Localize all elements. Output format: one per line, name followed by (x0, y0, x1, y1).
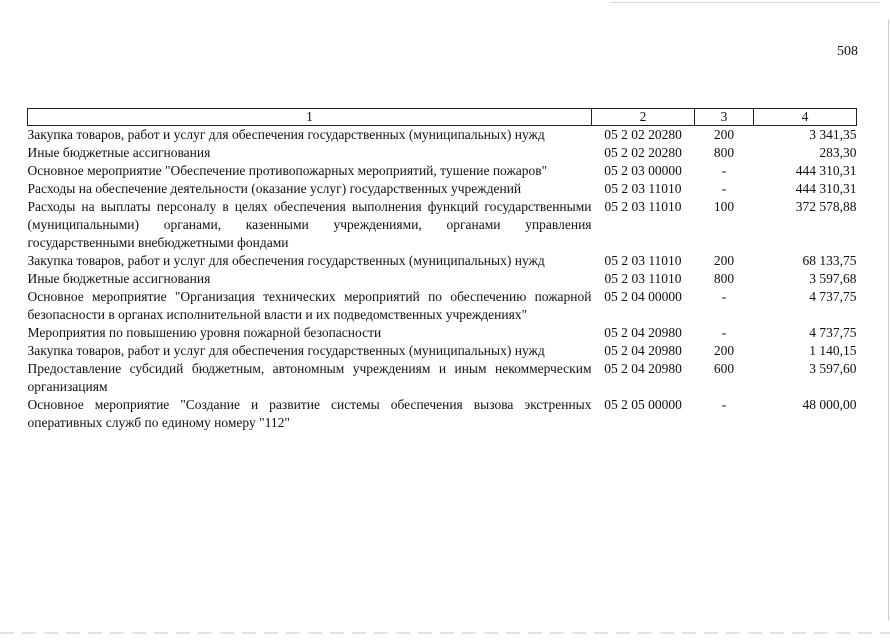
table-row (28, 396, 857, 432)
row-amount: 444 310,31 (795, 163, 857, 178)
row-name: Основное мероприятие "Обеспечение противопожарных мероприятий, тушение пожаров" (27, 163, 548, 178)
table-row (28, 270, 857, 288)
row-code: 05 2 03 00000 (604, 163, 682, 178)
row-amount: 3 341,35 (809, 127, 857, 142)
row-amount: 1 140,15 (809, 343, 857, 358)
row-code: 05 2 04 20980 (604, 325, 682, 340)
row-code: 05 2 04 20980 (604, 343, 682, 358)
row-amount: 68 133,75 (802, 253, 857, 268)
row-amount: 4 737,75 (809, 325, 857, 340)
row-name: Закупка товаров, работ и услуг для обеспечения государственных (муниципальных) нужд (27, 343, 545, 358)
row-name: Закупка товаров, работ и услуг для обеспечения государственных (муниципальных) нужд (27, 127, 545, 142)
row-type: 200 (713, 253, 735, 268)
row-type: - (721, 325, 727, 340)
row-type: 800 (713, 145, 735, 160)
row-name: Мероприятия по повышению уровня пожарной безопасности (27, 325, 382, 340)
column-header-code: 2 (592, 109, 695, 126)
table-row (28, 198, 857, 252)
row-code: 05 2 03 11010 (604, 271, 682, 286)
row-name: Иные бюджетные ассигнования (27, 271, 211, 286)
row-type: - (721, 397, 727, 412)
row-type: - (721, 163, 727, 178)
row-type: 100 (713, 199, 735, 214)
row-name: Закупка товаров, работ и услуг для обеспечения государственных (муниципальных) нужд (27, 253, 545, 268)
row-type: - (721, 289, 727, 304)
table-row (28, 126, 857, 145)
row-name: Иные бюджетные ассигнования (27, 145, 211, 160)
row-code: 05 2 03 11010 (604, 199, 682, 214)
row-code: 05 2 04 20980 (604, 361, 682, 376)
row-code: 05 2 04 00000 (604, 289, 682, 304)
table-row (28, 252, 857, 270)
row-code: 05 2 03 11010 (604, 181, 682, 196)
row-code: 05 2 03 11010 (604, 253, 682, 268)
table-row (28, 360, 857, 396)
scan-edge-bottom (0, 632, 890, 634)
row-amount: 48 000,00 (802, 397, 857, 412)
row-type: 200 (713, 127, 735, 142)
column-header-amount: 4 (754, 109, 857, 126)
row-name: Предоставление субсидий бюджетным, автономным учреждениям и иным некоммерческим организациям (27, 361, 592, 394)
row-amount: 372 578,88 (795, 199, 857, 214)
row-amount: 3 597,68 (809, 271, 857, 286)
row-amount: 4 737,75 (809, 289, 857, 304)
table-row (28, 144, 857, 162)
row-name: Расходы на выплаты персоналу в целях обеспечения выполнения функций государственными (муниципальными) органами, казенными учреждениями, органами управления государственными внебюджетными фондами (27, 199, 592, 250)
column-header-type: 3 (695, 109, 754, 126)
row-name: Расходы на обеспечение деятельности (оказание услуг) государственных учреждений (27, 181, 522, 196)
table-row (28, 162, 857, 180)
table-row (28, 180, 857, 198)
row-type: 800 (713, 271, 735, 286)
table-row (28, 324, 857, 342)
row-type: 600 (713, 361, 735, 376)
scan-edge-right (888, 20, 889, 620)
row-name: Основное мероприятие "Организация технических мероприятий по обеспечению пожарной безопасности в органах исполнительной власти и их подведомственных учреждениях" (27, 289, 592, 322)
row-name: Основное мероприятие "Создание и развитие системы обеспечения вызова экстренных оперативных служб по единому номеру "112" (27, 397, 592, 430)
table-header-row (28, 109, 857, 126)
row-amount: 283,30 (819, 145, 857, 160)
row-code: 05 2 05 00000 (604, 397, 682, 412)
column-header-name: 1 (28, 109, 592, 126)
table-row (28, 342, 857, 360)
page-number: 508 (837, 44, 858, 59)
row-code: 05 2 02 20280 (604, 127, 682, 142)
table-row (28, 288, 857, 324)
row-code: 05 2 02 20280 (604, 145, 682, 160)
budget-table (27, 108, 857, 432)
row-type: - (721, 181, 727, 196)
row-amount: 444 310,31 (795, 181, 857, 196)
row-type: 200 (713, 343, 735, 358)
row-amount: 3 597,60 (809, 361, 857, 376)
scan-edge-top (610, 2, 880, 3)
